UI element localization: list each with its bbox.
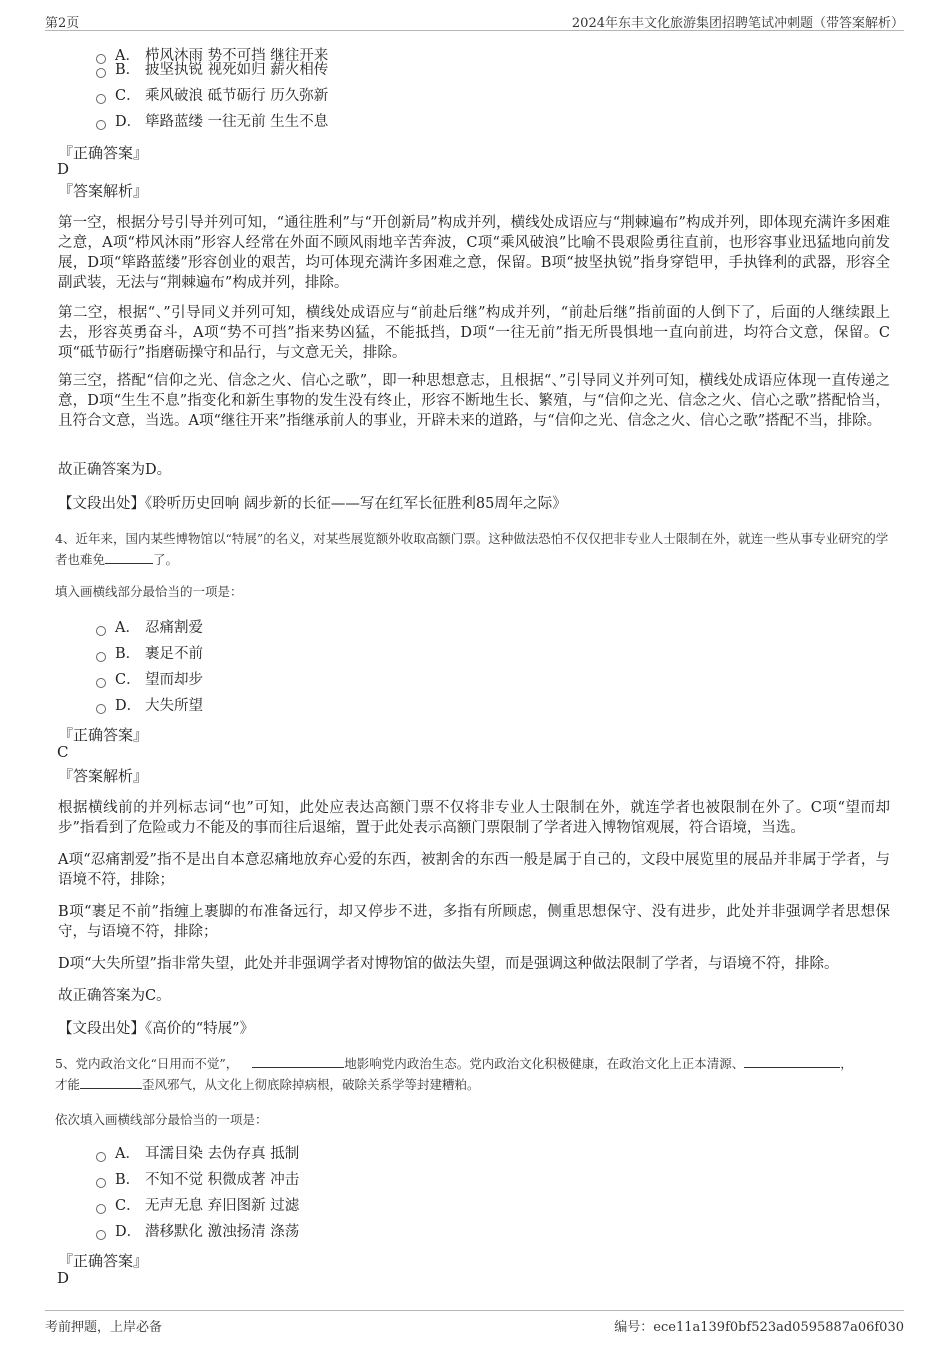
analysis-label: 『答案解析』 [58,182,149,200]
blank [80,1074,142,1089]
question-instruction: 填入画横线部分最恰当的一项是： [55,584,243,599]
answer-value: D [57,160,70,178]
page-number: 第2页 [45,16,80,31]
radio-icon[interactable] [96,678,106,688]
analysis-paragraph: B项“裹足不前”指缠上裹脚的布准备远行，却又停步不进，多指有所顾虑，侧重思想保守、没有进步，此处并非强调学者思想保守，与语境不符，排除； [58,904,890,940]
question-instruction: 依次填入画横线部分最恰当的一项是： [55,1112,268,1127]
option-c[interactable]: C． 望而却步 [96,670,203,690]
radio-icon[interactable] [96,94,106,104]
blank [252,1053,344,1068]
analysis-paragraph: D项“大失所望”指非常失望，此处并非强调学者对博物馆的做法失望，而是强调这种做法限制了学者，与语境不符，排除。 [58,956,839,972]
conclusion: 故正确答案为C。 [58,988,171,1004]
footer-slogan: 考前押题，上岸必备 [45,1320,163,1335]
option-d[interactable]: D． 筚路蓝缕 一往无前 生生不息 [96,112,328,132]
blank [105,549,153,564]
radio-icon[interactable] [96,1178,106,1188]
option-d[interactable]: D． 潜移默化 激浊扬清 涤荡 [96,1222,299,1242]
analysis-paragraph: 第二空，根据“、”引导同义并列可知，横线处成语应与“前赴后继”构成并列，“前赴后继”指前面的人倒下了，后面的人继续跟上去，形容英勇奋斗，A项“势不可挡”指来势凶猛，不能抵挡，D项“一往无前”指无所畏惧地一直向前进，均符合文意，保留。C项“砥节砺行”指磨砺操守和品行，与文意无关，排除。 [58,305,890,361]
answer-label: 『正确答案』 [58,1252,149,1270]
answer-label: 『正确答案』 [58,144,149,162]
conclusion: 故正确答案为D。 [58,462,172,478]
radio-icon[interactable] [96,1152,106,1162]
analysis-paragraph: A项“忍痛割爱”指不是出自本意忍痛地放弃心爱的东西，被割舍的东西一般是属于自己的，文段中展览里的展品并非属于学者，与语境不符，排除； [58,852,890,888]
question-stem: 5、党内政治文化“日用而不觉”， 地影响党内政治生态。党内政治文化积极健康，在政治文化上正本清源、 ， 才能 歪风邪气，从文化上彻底除掉病根，破除关系学等封建糟粕。 [55,1053,895,1095]
radio-icon[interactable] [96,120,106,130]
option-b[interactable]: B． 不知不觉 积微成著 冲击 [96,1170,299,1190]
source: 【文段出处】《聆听历史回响 阔步新的长征——写在红军长征胜利85周年之际》 [58,496,567,512]
source: 【文段出处】《高价的“特展”》 [58,1021,255,1037]
option-b[interactable]: B． 披坚执锐 视死如归 薪火相传 [96,60,328,80]
answer-label: 『正确答案』 [58,726,149,744]
analysis-paragraph: 根据横线前的并列标志词“也”可知，此处应表达高额门票不仅将非专业人士限制在外，就连学者也被限制在外了。C项“望而却步”指看到了危险或力不能及的事而往后退缩，置于此处表示高额门票限制了学者进入博物馆观展，符合语境，当选。 [58,800,890,836]
blank [744,1053,840,1068]
page-footer [45,1310,904,1339]
answer-value: C [57,743,69,761]
analysis-label: 『答案解析』 [58,767,149,785]
radio-icon[interactable] [96,68,106,78]
radio-icon[interactable] [96,626,106,636]
option-a[interactable]: A． 栉风沐雨 势不可挡 继往开来 [96,46,328,66]
analysis-paragraph: 第三空，搭配“信仰之光、信念之火、信心之歌”，即一种思想意志，且根据“、”引导同义并列可知，横线处成语应体现一直传递之意，D项“生生不息”指变化和新生事物的发生没有终止，形容不断地生长、繁殖，与“信仰之光、信念之火、信心之歌”搭配恰当，且符合文意，当选。A项“继往开来”指继承前人的事业，开辟未来的道路，与“信仰之光、信念之火、信心之歌”搭配不当，排除。 [58,373,890,429]
page-header [45,8,904,31]
radio-icon[interactable] [96,704,106,714]
question-stem: 4、近年来，国内某些博物馆以“特展”的名义，对某些展览额外收取高额门票。这种做法恐怕不仅仅把非专业人士限制在外，就连一些从事专业研究的学者也难免 了。 [55,531,889,567]
option-c[interactable]: C． 乘风破浪 砥节砺行 历久弥新 [96,86,328,106]
option-b[interactable]: B． 裹足不前 [96,644,203,664]
radio-icon[interactable] [96,652,106,662]
option-a[interactable]: A． 忍痛割爱 [96,618,203,638]
answer-value: D [57,1269,70,1287]
document-title: 2024年东丰文化旅游集团招聘笔试冲刺题（带答案解析） [571,16,904,31]
radio-icon[interactable] [96,1204,106,1214]
option-a[interactable]: A． 耳濡目染 去伪存真 抵制 [96,1144,299,1164]
option-d[interactable]: D． 大失所望 [96,696,203,716]
radio-icon[interactable] [96,1230,106,1240]
document-id: 编号：ece11a139f0bf523ad0595887a06f030 [614,1320,904,1335]
option-c[interactable]: C． 无声无息 弃旧图新 过滤 [96,1196,299,1216]
analysis-paragraph: 第一空，根据分号引导并列可知，“通往胜利”与“开创新局”构成并列，横线处成语应与“荆棘遍布”构成并列，即体现充满许多困难之意，A项“栉风沐雨”形容人经常在外面不顾风雨地辛苦奔波，C项“乘风破浪”比喻不畏艰险勇往直前，也形容事业迅猛地向前发展，D项“筚路蓝缕”形容创业的艰苦，均可体现充满许多困难之意，保留。B项“披坚执锐”指身穿铠甲，手执锋利的武器，形容全副武装，无法与“荆棘遍布”构成并列，排除。 [58,215,890,291]
